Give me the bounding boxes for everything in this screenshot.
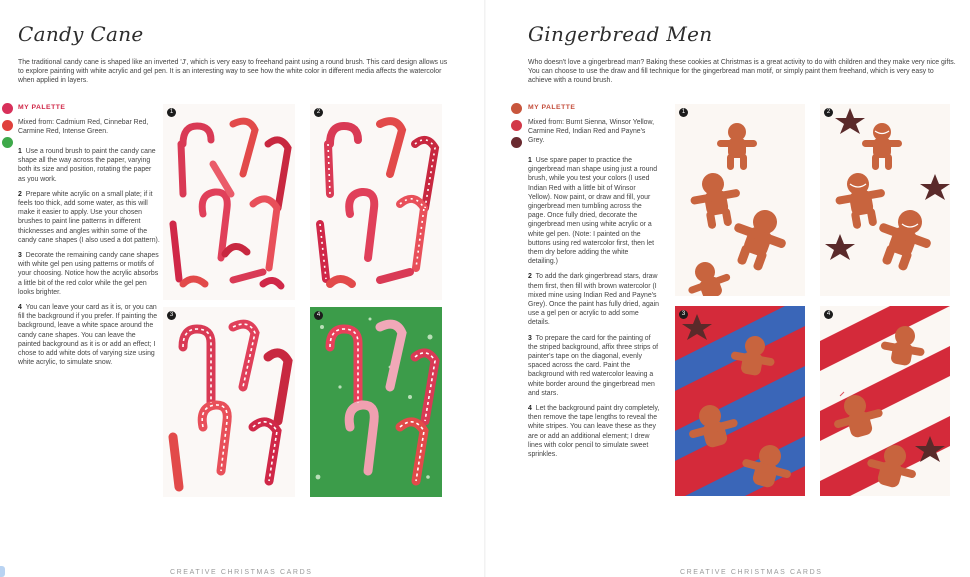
gingerbread-illustration bbox=[820, 306, 950, 496]
photo-number: 2 bbox=[824, 108, 833, 117]
step-photo-1 bbox=[675, 104, 805, 296]
photo-number: 1 bbox=[679, 108, 688, 117]
step-item: 1 Use spare paper to practice the gingerbread man shape using just a round brush, while you test your colors (I used Indian Red with a little bit of Winsor Yellow). Now paint, or draw and fill, your gingerbread men tumbling across the page. Once fully dried, decorate the gingerbread men using white acrylic or a white gel pen. (Note: I painted on the buttons using red watercolor first, then let them dry before adding the white detailing.) bbox=[528, 157, 658, 266]
photo-number: 1 bbox=[167, 108, 176, 117]
step-photo-4 bbox=[820, 306, 950, 496]
photo-number: 2 bbox=[314, 108, 323, 117]
step-item: 4 You can leave your card as it is, or you can fill the background if you prefer. If painting the background, leave a white space around the candy cane shapes. You can leave the painted background as it is or add an effect; I chose to add white dots of varying size using white acrylic, to simulate snow. bbox=[18, 304, 158, 367]
step-item: 2 To add the dark gingerbread stars, draw them first, then fill with brown watercolor (I mixed mine using Indian Red and Payne's Grey). Once the paint has fully dried, again use a gel pen or acrylic to add some details. bbox=[528, 273, 659, 327]
intro-paragraph: Who doesn't love a gingerbread man? Baking these cookies at Christmas is a great activity to do with children and they make very nice gifts. You can choose to use the draw and fill technique for the gingerbread man motif, or simply paint them freehand, which is very easy to achieve with a round brush. bbox=[528, 59, 956, 85]
gingerbread-illustration bbox=[675, 306, 805, 496]
intro-paragraph: The traditional candy cane is shaped like an inverted 'J', which is very easy to freehand paint using a round brush. This card design allows us to explore painting with white acrylic and gel pen. It is an interesting way to see how the white color in different media affects the watercolor when applied in layers. bbox=[18, 59, 448, 85]
palette-text: Mixed from: Burnt Sienna, Winsor Yellow, Carmine Red, Indian Red and Payne's Grey. bbox=[528, 119, 655, 145]
step-item: 2 Prepare white acrylic on a small plate; if it feels too thick, add some water, as this will make it easier to apply. Use your chosen brushes to paint line patterns in different thicknesses and angles within some of the candy cane shapes (I also used a dot pattern). bbox=[18, 190, 160, 244]
palette-swatch bbox=[511, 103, 522, 114]
photo-number: 3 bbox=[679, 310, 688, 319]
palette-swatch bbox=[2, 137, 13, 148]
right-page bbox=[485, 0, 970, 577]
step-photo-3 bbox=[675, 306, 805, 496]
step-item: 3 To prepare the card for the painting of the striped background, affix three strips of painter's tape on the diagonal, evenly spaced across the card. Paint the background with red watercolor leaving a white border around the gingerbread men and stars. bbox=[528, 334, 659, 397]
page-title: Candy Cane bbox=[18, 22, 144, 46]
page-edge-marker bbox=[0, 566, 5, 577]
palette-text: Mixed from: Cadmium Red, Cinnebar Red, Carmine Red, Intense Green. bbox=[18, 119, 149, 136]
photo-number: 3 bbox=[167, 311, 176, 320]
palette-swatch bbox=[511, 137, 522, 148]
step-photo-2 bbox=[310, 104, 442, 300]
candy-cane-illustration bbox=[163, 104, 295, 300]
steps-list bbox=[528, 156, 660, 465]
page-footer: CREATIVE CHRISTMAS CARDS bbox=[170, 569, 313, 576]
step-photo-3 bbox=[163, 307, 295, 497]
photo-number: 4 bbox=[314, 311, 323, 320]
gingerbread-illustration bbox=[675, 104, 805, 296]
step-item: 3 Decorate the remaining candy cane shapes with white gel pen using patterns or motifs of your choosing. Notice how the acrylic absorbs a little bit of the red color while the gel pen looks brighter. bbox=[18, 252, 159, 296]
step-item: 4 Let the background paint dry completely, then remove the tape lengths to reveal the white stripes. You can leave these as they are or add an additional element; I drew lines with color pencil to simulate sweet sprinkles. bbox=[528, 405, 660, 459]
candy-cane-illustration bbox=[163, 307, 295, 497]
page-title: Gingerbread Men bbox=[528, 22, 713, 46]
step-item: 1 Use a round brush to paint the candy cane shape all the way across the paper, varying both its size and position, rotating the paper as you work. bbox=[18, 148, 156, 183]
candy-cane-illustration bbox=[310, 104, 442, 300]
step-photo-4 bbox=[310, 307, 442, 497]
palette-heading: MY PALETTE bbox=[528, 104, 576, 111]
palette-swatch bbox=[2, 120, 13, 131]
page-footer: CREATIVE CHRISTMAS CARDS bbox=[680, 569, 823, 576]
photo-number: 4 bbox=[824, 310, 833, 319]
step-photo-2 bbox=[820, 104, 950, 296]
palette-heading: MY PALETTE bbox=[18, 104, 66, 111]
steps-list bbox=[18, 147, 160, 373]
candy-cane-illustration bbox=[310, 307, 442, 497]
step-photo-1 bbox=[163, 104, 295, 300]
palette-swatch bbox=[2, 103, 13, 114]
palette-swatch bbox=[511, 120, 522, 131]
gingerbread-illustration bbox=[820, 104, 950, 296]
